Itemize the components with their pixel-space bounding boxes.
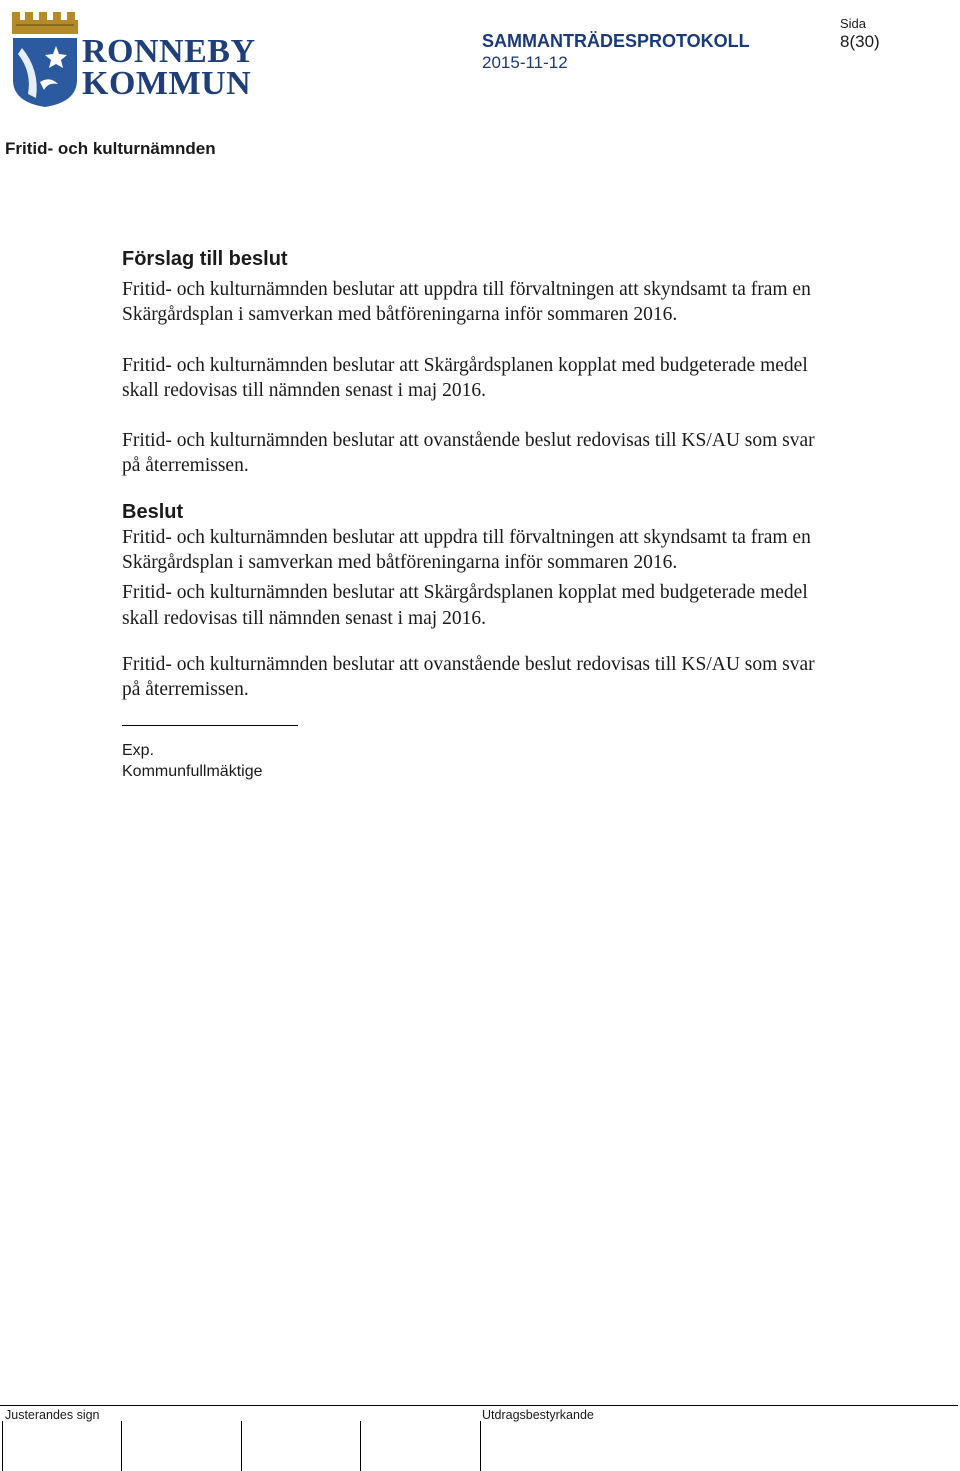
beslut-paragraph-2: Fritid- och kulturnämnden beslutar att Skärgårdsplanen kopplat med budgeterade medel skall redovisas till nämnden senast i maj 2016.	[122, 582, 808, 629]
forslag-paragraph-3: Fritid- och kulturnämnden beslutar att ovanstående beslut redovisas till KS/AU som svar på återremissen.	[122, 430, 815, 477]
sign-box-divider	[2, 1421, 3, 1471]
sign-box-divider	[121, 1421, 122, 1471]
page-number: 8(30)	[840, 32, 880, 51]
sign-box-divider	[241, 1421, 242, 1471]
page-label: Sida	[840, 16, 867, 31]
sign-box-divider	[480, 1421, 481, 1471]
beslut-paragraph-1: Fritid- och kulturnämnden beslutar att uppdra till förvaltningen att skyndsamt ta fram en Skärgårdsplan i samverkan med båtföreningarna inför sommaren 2016.	[122, 526, 811, 574]
forslag-paragraph-1: Fritid- och kulturnämnden beslutar att uppdra till förvaltningen att skyndsamt ta fram en Skärgårdsplan i samverkan med båtföreningarna inför sommaren 2016.	[122, 279, 811, 326]
committee-name: Fritid- och kulturnämnden	[5, 139, 216, 158]
document-body	[122, 246, 822, 782]
beslut-paragraph-3: Fritid- och kulturnämnden beslutar att ovanstående beslut redovisas till KS/AU som svar på återremissen.	[122, 653, 815, 701]
ronneby-kommun-logo	[10, 10, 270, 110]
logo-wordmark	[82, 33, 256, 102]
meeting-date: 2015-11-12	[482, 53, 568, 72]
sign-box-divider	[360, 1421, 361, 1471]
heading-beslut: Beslut	[122, 500, 184, 523]
logo-line-2: KOMMUN	[82, 65, 252, 102]
forslag-paragraph-2: Fritid- och kulturnämnden beslutar att Skärgårdsplanen kopplat med budgeterade medel skall redovisas till nämnden senast i maj 2016.	[122, 354, 808, 401]
expedition-block	[122, 740, 822, 782]
footer-rule	[0, 1405, 958, 1406]
logo-line-1: RONNEBY	[82, 33, 256, 70]
utdragsbestyrkande-label: Utdragsbestyrkande	[482, 1408, 594, 1422]
document-title: SAMMANTRÄDESPROTOKOLL	[482, 31, 750, 51]
expedition-label: Exp.	[122, 741, 155, 759]
justerandes-sign-label: Justerandes sign	[5, 1408, 100, 1422]
expedition-recipient: Kommunfullmäktige	[122, 762, 263, 780]
signature-footer	[0, 1405, 960, 1470]
signature-rule	[122, 725, 298, 726]
coat-of-arms-icon	[10, 10, 80, 108]
heading-forslag-till-beslut: Förslag till beslut	[122, 248, 288, 270]
